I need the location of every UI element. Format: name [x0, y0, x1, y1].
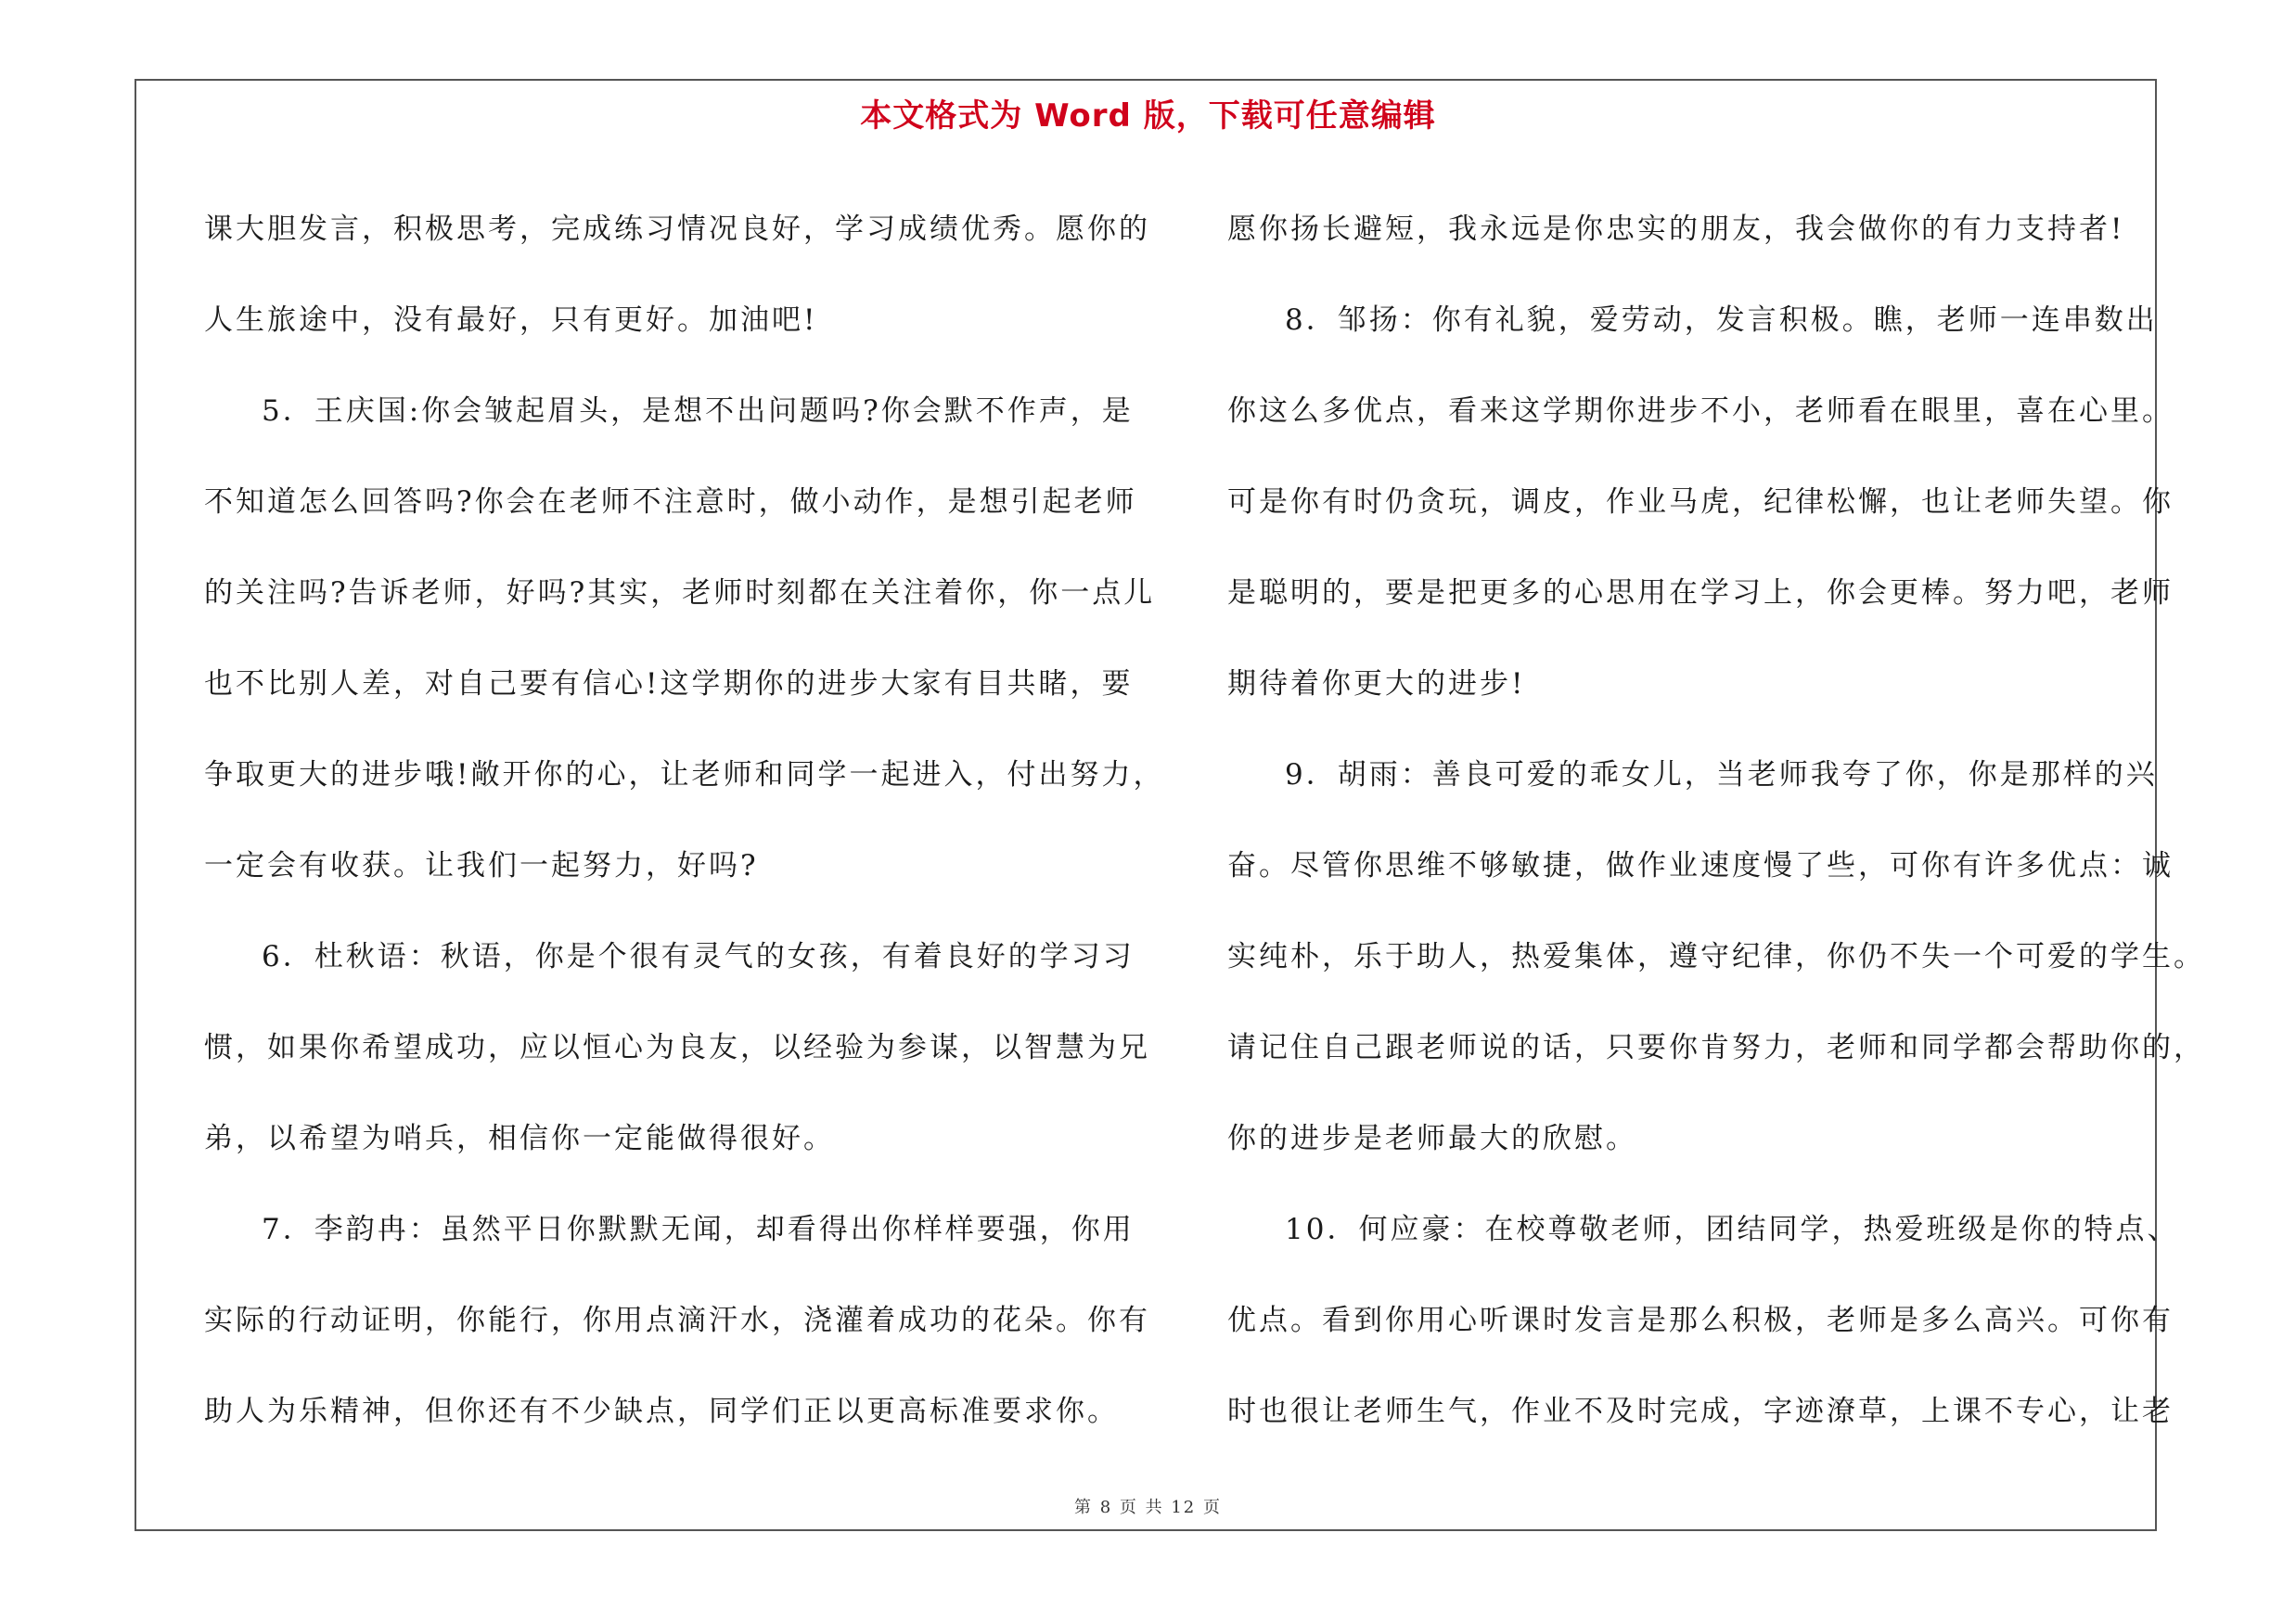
left-column: [204, 184, 1165, 1457]
right-column: [1227, 184, 2205, 1457]
document-banner: 本文格式为 Word 版，下载可任意编辑: [860, 97, 1436, 135]
text-line: 你这么多优点，看来这学期你进步不小，老师看在眼里，喜在心里。: [1227, 394, 2174, 428]
text-line: 请记住自己跟老师说的话，只要你肯努力，老师和同学都会帮助你的，: [1227, 1031, 2205, 1064]
text-line: 可是你有时仍贪玩，调皮，作业马虎，纪律松懈，也让老师失望。你: [1227, 485, 2174, 519]
text-line: 优点。看到你用心听课时发言是那么积极，老师是多么高兴。可你有: [1227, 1304, 2174, 1337]
text-line: 助人为乐精神，但你还有不少缺点，同学们正以更高标准要求你。: [204, 1395, 1119, 1428]
text-line: 争取更大的进步哦!敞开你的心，让老师和同学一起进入，付出努力，: [204, 758, 1165, 792]
text-line: 的关注吗?告诉老师，好吗?其实，老师时刻都在关注着你，你一点儿: [204, 576, 1156, 610]
page-number: 第 8 页 共 12 页: [1074, 1498, 1222, 1517]
text-line: 不知道怎么回答吗?你会在老师不注意时，做小动作，是想引起老师: [204, 485, 1137, 519]
text-line: 奋。尽管你思维不够敏捷，做作业速度慢了些，可你有许多优点：诚: [1227, 849, 2174, 882]
text-line: 实际的行动证明，你能行，你用点滴汗水，浇灌着成功的花朵。你有: [204, 1304, 1150, 1337]
text-line: 你的进步是老师最大的欣慰。: [1227, 1122, 1637, 1155]
text-line: 弟，以希望为哨兵，相信你一定能做得很好。: [204, 1122, 835, 1155]
paragraph-start-5: 5．王庆国:你会皱起眉头，是想不出问题吗?你会默不作声，是: [262, 394, 1134, 428]
paragraph-start-9: 9．胡雨：善良可爱的乖女儿，当老师我夸了你，你是那样的兴: [1285, 758, 2158, 792]
text-line: 愿你扬长避短，我永远是你忠实的朋友，我会做你的有力支持者!: [1227, 213, 2125, 246]
text-line: 课大胆发言，积极思考，完成练习情况良好，学习成绩优秀。愿你的: [204, 213, 1150, 246]
paragraph-start-8: 8．邹扬：你有礼貌，爱劳动，发言积极。瞧，老师一连串数出: [1285, 303, 2158, 337]
text-line: 惯，如果你希望成功，应以恒心为良友，以经验为参谋，以智慧为兄: [204, 1031, 1150, 1064]
text-line: 也不比别人差，对自己要有信心!这学期你的进步大家有目共睹，要: [204, 667, 1134, 701]
paragraph-start-6: 6．杜秋语：秋语，你是个很有灵气的女孩，有着良好的学习习: [262, 940, 1135, 973]
text-line: 时也很让老师生气，作业不及时完成，字迹潦草，上课不专心，让老: [1227, 1395, 2174, 1428]
text-line: 是聪明的，要是把更多的心思用在学习上，你会更棒。努力吧，老师: [1227, 576, 2174, 610]
paragraph-start-7: 7．李韵冉：虽然平日你默默无闻，却看得出你样样要强，你用: [262, 1213, 1135, 1246]
text-line: 一定会有收获。让我们一起努力，好吗?: [204, 849, 759, 882]
text-line: 期待着你更大的进步!: [1227, 667, 1526, 701]
paragraph-start-10: 10．何应豪：在校尊敬老师，团结同学，热爱班级是你的特点、: [1285, 1213, 2179, 1246]
text-line: 人生旅途中，没有最好，只有更好。加油吧!: [204, 303, 818, 337]
text-line: 实纯朴，乐于助人，热爱集体，遵守纪律，你仍不失一个可爱的学生。: [1227, 940, 2205, 973]
